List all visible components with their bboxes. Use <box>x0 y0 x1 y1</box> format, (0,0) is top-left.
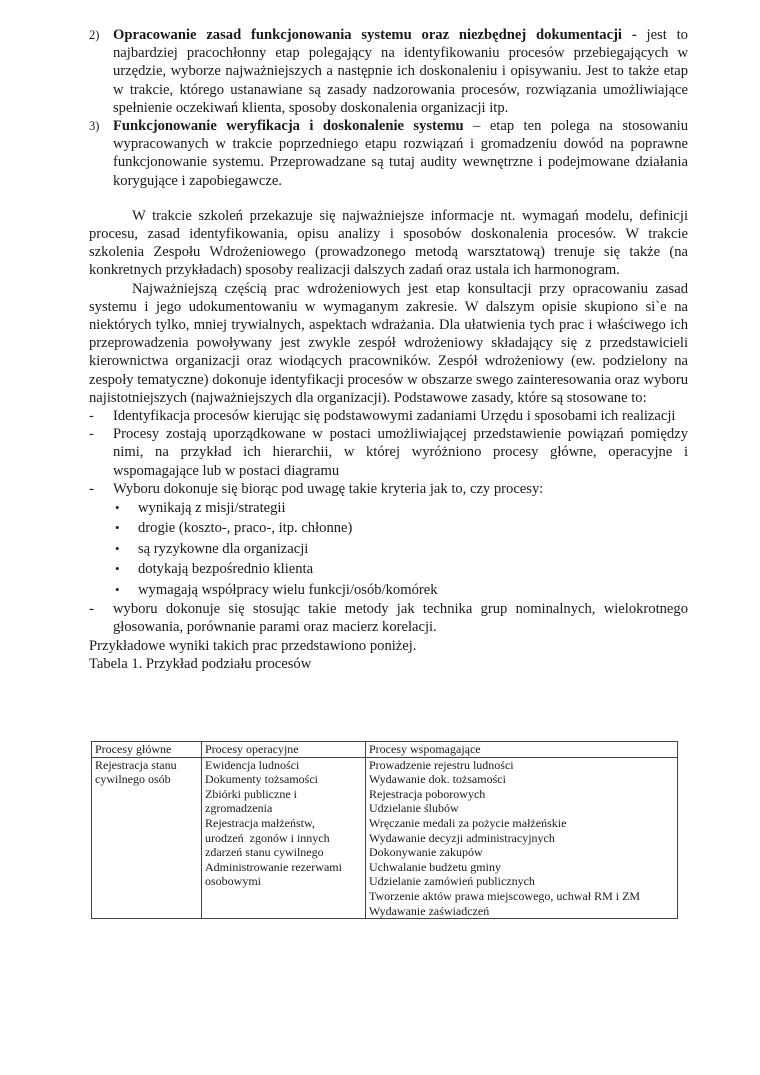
cell-supporting-processes <box>366 757 678 919</box>
dash-marker: - <box>89 426 94 443</box>
bullet-icon: • <box>115 561 120 577</box>
dash-item-text: wyboru dokonuje się stosując takie metody jak technika grup nominalnych, wielokrotnego głosowania, porównanie parami oraz macierz korelacji. <box>113 601 688 636</box>
numbered-item-3 <box>89 117 688 190</box>
cell-main-processes <box>92 757 202 919</box>
dash-item-text: Wyboru dokonuje się biorąc pod uwagę takie kryteria jak to, czy procesy: <box>113 480 544 497</box>
cell-line: cywilnego osób <box>95 772 171 787</box>
cell-line: osobowymi <box>205 874 262 889</box>
cell-line: Wydawanie zaświadczeń <box>369 903 490 918</box>
bullet-icon: • <box>115 581 120 597</box>
cell-operational-processes <box>202 757 366 919</box>
item-text: etap ten polega na stosowaniu wypracowanych w trakcie poprzedniego etapu rozwiązań i gromadzeniu dowód na poprawne funkcjonowanie systemu. Przeprowadzane są tutaj audity wewnętrzne i podejmowane działania korygujące i zapobiegawcze. <box>113 118 689 189</box>
bullet-item <box>89 518 688 538</box>
bullet-item <box>89 498 688 518</box>
dash-item <box>89 425 688 480</box>
cell-line: Rejestracja stanu <box>95 757 177 772</box>
bullet-text: wymagają współpracy wielu funkcji/osób/komórek <box>138 581 438 598</box>
bullet-text: drogie (koszto-, praco-, itp. chłonne) <box>138 520 353 537</box>
cell-line: zdarzeń stanu cywilnego <box>205 845 324 860</box>
results-line: Przykładowe wyniki takich prac przedstawiono poniżej. <box>89 637 417 654</box>
bullet-text: dotykają bezpośrednio klienta <box>138 561 314 578</box>
cell-line: urodzeń zgonów i innych <box>205 830 330 845</box>
item-separator: – <box>463 118 490 135</box>
paragraph-implementation: Najważniejszą częścią prac wdrożeniowych jest etap konsultacji przy opracowaniu zasad systemu i jego udokumentowaniu w wymaganym zakresie. W dalszym opisie skupiono si`e na niektórych tylko, mniej trywialnych, aspektach wdrażania. Dla ułatwienia tych prac i właściwego ich przeprowadzenia powoływany jest zwykle zespół wdrożeniowy składający się z przedstawicieli kierownictwa organizacji oraz wiodących pracowników. Zespół wdrożeniowy (ew. podzielony na zespoły tematyczne) dokonuje identyfikacji procesów w obszarze swego zainteresowania oraz wyboru najistotniejszych (najważniejszych dla organizacji). Podstawowe zasady, które są stosowane to: <box>89 280 688 406</box>
table-header-row <box>92 742 678 758</box>
cell-line: Wydawanie decyzji administracyjnych <box>369 830 555 845</box>
criteria-bullet-list <box>89 498 688 600</box>
dash-item <box>89 600 688 636</box>
bullet-item <box>89 580 688 600</box>
cell-line: Dokumenty tożsamości <box>205 772 318 787</box>
dash-item <box>89 480 688 498</box>
bullet-icon: • <box>115 540 120 556</box>
cell-line: zgromadzenia <box>205 801 273 816</box>
cell-line: Rejestracja poborowych <box>369 786 486 801</box>
paragraph-training: W trakcie szkoleń przekazuje się najważniejsze informacje nt. wymagań modelu, definicji procesu, zasad identyfikowania, opisu analizy i sposobów doskonalenia procesów. W trakcie szkolenia Zespołu Wdrożeniowego (prowadzonego metodą warsztatową) trenuje się także (na konkretnych przykładach) sposoby realizacji dalszych zadań oraz ustala ich harmonogram. <box>89 207 688 279</box>
item-text: jest to najbardziej pracochłonny etap polegający na identyfikowaniu procesów przebiegających w urzędzie, wyborze najważniejszych a następnie ich doskonaleniu i opisywaniu. Jest to także etap w trakcie, którego ustanawiane są zasady nadzorowania procesów, rozwiązania umożliwiające spełnienie oczekiwań klienta, sposoby doskonalenia organizacji itp. <box>113 27 688 116</box>
cell-line: Uchwalanie budżetu gminy <box>369 859 501 874</box>
cell-line: Dokonywanie zakupów <box>369 845 483 860</box>
dash-item-text: Identyfikacja procesów kierując się podstawowymi zadaniami Urzędu i sposobami ich realizacji <box>113 408 676 425</box>
numbered-item-2 <box>89 26 688 117</box>
cell-line: Zbiórki publiczne i <box>205 786 297 801</box>
cell-line: Prowadzenie rejestru ludności <box>369 757 514 772</box>
cell-line: Wręczanie medali za pożycie małżeńskie <box>369 815 567 830</box>
cell-line: Wydawanie dok. tożsamości <box>369 772 506 787</box>
bullet-item <box>89 539 688 559</box>
item-number: 2) <box>89 28 100 42</box>
cell-line: Rejestracja małżeństw, <box>205 815 315 830</box>
header-supporting-processes: Procesy wspomagające <box>366 742 678 758</box>
item-separator: - <box>621 27 647 43</box>
bullet-text: są ryzykowne dla organizacji <box>138 540 309 557</box>
bullet-item <box>89 559 688 579</box>
cell-line: Ewidencja ludności <box>205 757 300 772</box>
table-caption: Tabela 1. Przykład podziału procesów <box>89 655 312 672</box>
process-table <box>91 741 678 919</box>
dash-item <box>89 407 688 425</box>
header-main-processes: Procesy główne <box>92 742 202 758</box>
dash-marker: - <box>89 601 94 618</box>
dash-item-text: Procesy zostają uporządkowane w postaci umożliwiającej przedstawienie powiązań pomiędzy nimi, na przykład ich hierarchii, w której wyróżniono procesy główne, operacyjne i wspomagające lub w postaci diagramu <box>113 426 688 479</box>
bullet-icon: • <box>115 520 120 536</box>
bullet-text: wynikają z misji/strategii <box>138 500 286 517</box>
bullet-icon: • <box>115 500 120 516</box>
cell-line: Tworzenie aktów prawa miejscowego, uchwał RM i ZM <box>369 888 641 903</box>
item-title: Funkcjonowanie weryfikacja i doskonalenie systemu <box>113 118 464 135</box>
table-row <box>92 757 678 919</box>
item-title: Opracowanie zasad funkcjonowania systemu oraz niezbędnej dokumentacji <box>113 27 622 43</box>
dash-marker: - <box>89 480 94 497</box>
cell-line: Udzielanie zamówień publicznych <box>369 874 535 889</box>
cell-line: Administrowanie rezerwami <box>205 859 342 874</box>
cell-line: Udzielanie ślubów <box>369 801 459 816</box>
document-page <box>89 26 688 673</box>
header-operational-processes: Procesy operacyjne <box>202 742 366 758</box>
dash-marker: - <box>89 408 94 425</box>
item-number: 3) <box>89 119 100 134</box>
